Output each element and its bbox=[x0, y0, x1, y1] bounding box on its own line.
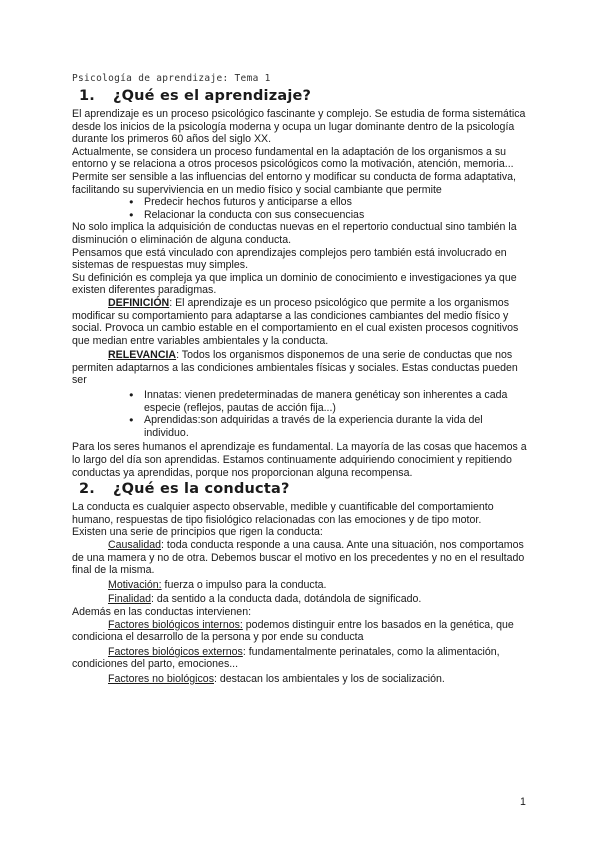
bullet-list bbox=[72, 196, 530, 221]
paragraph: Existen una serie de principios que rigen la conducta: bbox=[72, 526, 323, 539]
principle-paragraph bbox=[72, 579, 530, 592]
principle-text: fuerza o impulso para la conducta. bbox=[161, 578, 327, 591]
section-1-title: ¿Qué es el aprendizaje? bbox=[113, 88, 312, 104]
section-2-title: ¿Qué es la conducta? bbox=[113, 481, 290, 498]
running-header: Psicología de aprendizaje: Tema 1 bbox=[72, 73, 271, 84]
paragraph: Además en las conductas intervienen: bbox=[72, 605, 252, 618]
paragraph: Actualmente, se considera un proceso fundamental en la adaptación de los organismos a su entorno y se relaciona a otros procesos psicológicos como la motivación, atención, memoria... bbox=[72, 145, 514, 171]
section-2-number: 2. bbox=[79, 481, 95, 498]
section-1-heading bbox=[79, 87, 530, 106]
factor-text: podemos distinguir entre los basados en la genética, que condiciona el desarrollo de la persona y por ende su conducta bbox=[72, 618, 514, 644]
factor-label: Factores no biológicos bbox=[108, 672, 214, 685]
principle-text: : da sentido a la conducta dada, dotándola de significado. bbox=[151, 593, 422, 606]
list-item: ● Innatas: vienen predeterminadas de manera genéticay son inherentes a cada especie (reflejos, pautas de acción fija...) bbox=[72, 389, 530, 414]
paragraph: Pensamos que está vinculado con aprendizajes complejos pero también está involucrado en sistemas de respuestas muy simples. bbox=[72, 246, 507, 272]
page-number: 1 bbox=[520, 796, 526, 808]
bullet-list bbox=[72, 389, 530, 439]
factor-label: Factores biológicos internos: bbox=[108, 618, 243, 631]
principle-label: Motivación: bbox=[108, 578, 162, 591]
factor-text: : destacan los ambientales y los de socialización. bbox=[214, 672, 445, 685]
definition-text: : El aprendizaje es un proceso psicológico que permite a los organismos modificar su comportamiento para adaptarse a las condiciones cambiantes del medio físico y social. Provoca un cambio estable en el comportamiento en el cual existen procesos cognitivos que median entre variables ambientales y la conducta. bbox=[72, 296, 519, 347]
document-page bbox=[72, 72, 530, 686]
relevance-paragraph bbox=[72, 349, 530, 387]
factor-paragraph bbox=[72, 646, 530, 671]
section-1-number: 1. bbox=[79, 88, 95, 104]
relevance-text: : Todos los organismos disponemos de una serie de conductas que nos permiten adaptarnos a las condiciones ambientales físicas y sociales. Estas conductas pueden ser bbox=[72, 349, 518, 387]
factor-text: : fundamentalmente perinatales, como la alimentación, condiciones del parto, emociones... bbox=[72, 645, 500, 671]
definition-label: DEFINICIÓN bbox=[108, 296, 170, 309]
factor-label: Factores biológicos externos bbox=[108, 645, 243, 658]
list-item: ● Aprendidas:son adquiridas a través de la experiencia durante la vida del individuo. bbox=[72, 414, 530, 439]
principle-paragraph bbox=[72, 539, 530, 577]
list-item: ● Predecir hechos futuros y anticiparse a ellos bbox=[72, 196, 530, 209]
principle-paragraph bbox=[72, 593, 530, 606]
principle-text: : toda conducta responde a una causa. Ante una situación, nos comportamos de una mamera y no de otra. Debemos buscar el motivo en los precedentes y no en el resultado final de la misma. bbox=[72, 539, 525, 577]
factor-paragraph bbox=[72, 673, 530, 686]
paragraph: La conducta es cualquier aspecto observable, medible y cuantificable del comportamiento humano, respuestas de tipo fisiológico relacionadas con las emociones y de tipo motor. bbox=[72, 501, 494, 526]
definition-paragraph bbox=[72, 297, 530, 347]
list-item: ● Relacionar la conducta con sus consecuencias bbox=[72, 209, 530, 222]
factor-paragraph bbox=[72, 619, 530, 644]
paragraph: Su definición es compleja ya que implica un dominio de conocimiento e investigaciones ya que existen diferentes paradigmas. bbox=[72, 271, 517, 297]
principle-label: Finalidad bbox=[108, 593, 151, 606]
relevance-label: RELEVANCIA bbox=[108, 349, 177, 362]
paragraph: El aprendizaje es un proceso psicológico fascinante y complejo. Se estudia de forma sistemática desde los inicios de la psicología moderna y ocupa un lugar dominante dentro de la psicología durante los primeros 60 años del siglo XX. bbox=[72, 108, 526, 146]
paragraph: Para los seres humanos el aprendizaje es fundamental. La mayoría de las cosas que hacemos a lo largo del día son aprendidas. Estamos continuamente adquiriendo conocimient y repitiendo conductas ya aprendidas, porque nos proporcionan alguna recompensa. bbox=[72, 441, 527, 479]
principle-label: Causalidad bbox=[108, 539, 162, 551]
paragraph: No solo implica la adquisición de conductas nuevas en el repertorio conductual sino también la disminución o eliminación de alguna conducta. bbox=[72, 221, 517, 246]
section-2-heading bbox=[79, 480, 530, 499]
paragraph: Permite ser sensible a las influencias del entorno y modificar su conducta de forma adaptativa, facilitando su superviviencia en un medio físico y social cambiante que permite bbox=[72, 170, 516, 196]
